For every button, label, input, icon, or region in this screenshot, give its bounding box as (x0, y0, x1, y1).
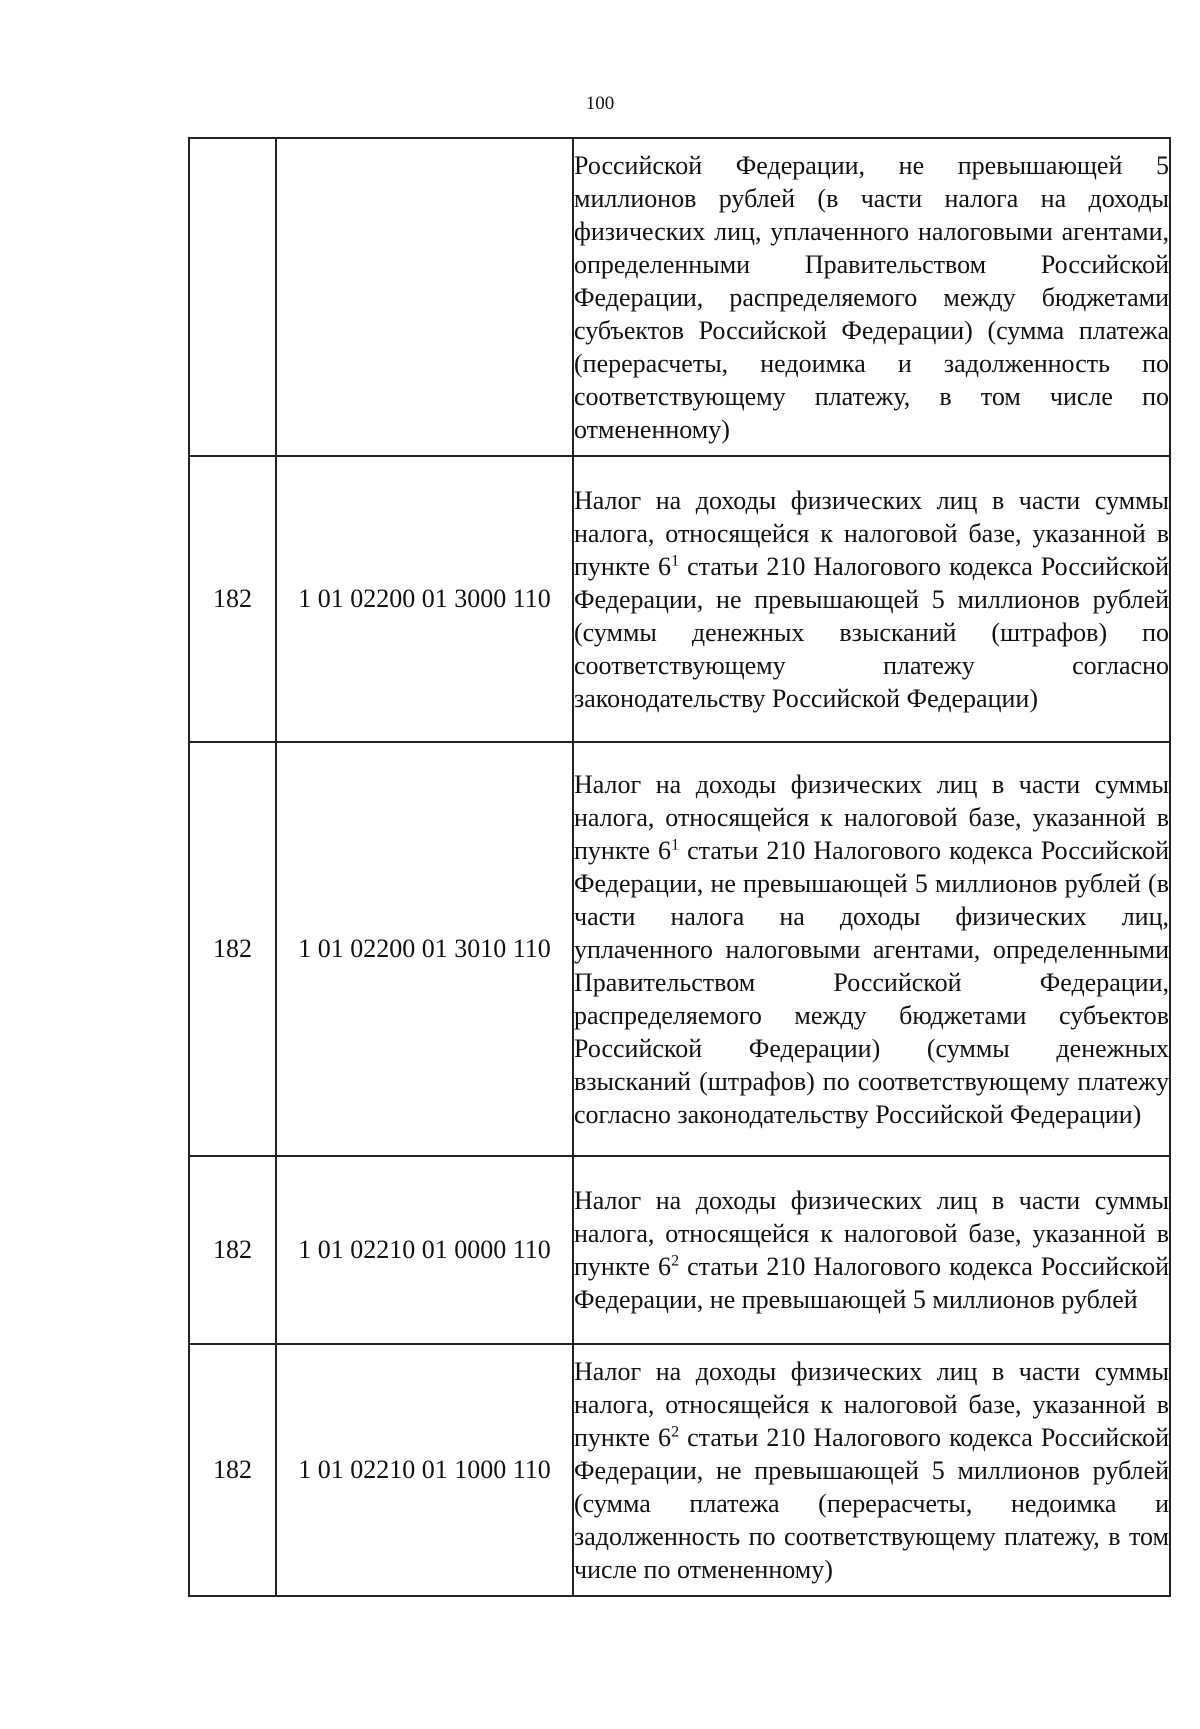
admin-code-cell: 182 (189, 1156, 276, 1344)
income-name-cell (573, 742, 1170, 1156)
table-row (189, 1344, 1170, 1596)
budget-code-cell: 1 01 02200 01 3000 110 (276, 456, 573, 742)
income-name-text: Налог на доходы физических лиц в части суммы налога, относящейся к налоговой базе, указанной в пункте 6 (574, 1186, 1169, 1281)
income-name-text: Налог на доходы физических лиц в части суммы налога, относящейся к налоговой базе, указанной в пункте 6 (574, 1356, 1169, 1452)
income-name-text-continued: статьи 210 Налогового кодекса Российской Федерации, не превышающей 5 миллионов рублей (сумма платежа (перерасчеты, недоимка и задолженность по соответствующему платежу, в том числе по отмененному) (574, 1422, 1169, 1584)
admin-code-cell (189, 138, 276, 456)
income-name-text: Налог на доходы физических лиц в части суммы налога, относящейся к налоговой базе, указанной в пункте 6 (574, 485, 1169, 581)
income-name-superscript: 2 (671, 1252, 680, 1270)
admin-code-cell: 182 (189, 742, 276, 1156)
income-name-cell (573, 138, 1170, 456)
budget-classification-table (188, 137, 1171, 1597)
admin-code-cell: 182 (189, 1344, 276, 1596)
income-name-cell (573, 456, 1170, 742)
table-row (189, 742, 1170, 1156)
income-name-text: Российской Федерации, не превышающей 5 миллионов рублей (в части налога на доходы физических лиц, уплаченного налоговыми агентами, определенными Правительством Российской Федерации, распределяемого между бюджетами субъектов Российской Федерации) (сумма платежа (перерасчеты, недоимка и задолженность по соответствующему платежу, в том числе по отмененному) (574, 150, 1169, 444)
income-name-superscript: 1 (671, 551, 680, 569)
budget-code-cell (276, 138, 573, 456)
admin-code-cell: 182 (189, 456, 276, 742)
income-name-cell (573, 1156, 1170, 1344)
budget-code-cell: 1 01 02200 01 3010 110 (276, 742, 573, 1156)
income-name-text: Налог на доходы физических лиц в части суммы налога, относящейся к налоговой базе, указанной в пункте 6 (574, 769, 1169, 865)
income-name-superscript: 1 (671, 835, 680, 853)
income-name-text-continued: статьи 210 Налогового кодекса Российской Федерации, не превышающей 5 миллионов рублей (суммы денежных взысканий (штрафов) по соответствующему платежу согласно законодательству Российской Федерации) (574, 551, 1169, 713)
table-row (189, 138, 1170, 456)
table-row (189, 1156, 1170, 1344)
budget-code-cell: 1 01 02210 01 1000 110 (276, 1344, 573, 1596)
income-name-text-continued: статьи 210 Налогового кодекса Российской Федерации, не превышающей 5 миллионов рублей (в части налога на доходы физических лиц, уплаченного налоговыми агентами, определенными Правительством Российской Федерации, распределяемого между бюджетами субъектов Российской Федерации) (суммы денежных взысканий (штрафов) по соответствующему платежу согласно законодательству Российской Федерации) (574, 835, 1169, 1129)
income-name-cell (573, 1344, 1170, 1596)
page-number: 100 (585, 93, 615, 114)
budget-code-cell: 1 01 02210 01 0000 110 (276, 1156, 573, 1344)
income-name-superscript: 2 (671, 1422, 680, 1440)
income-name-text-continued: статьи 210 Налогового кодекса Российской Федерации, не превышающей 5 миллионов рублей (574, 1252, 1169, 1314)
table-row (189, 456, 1170, 742)
